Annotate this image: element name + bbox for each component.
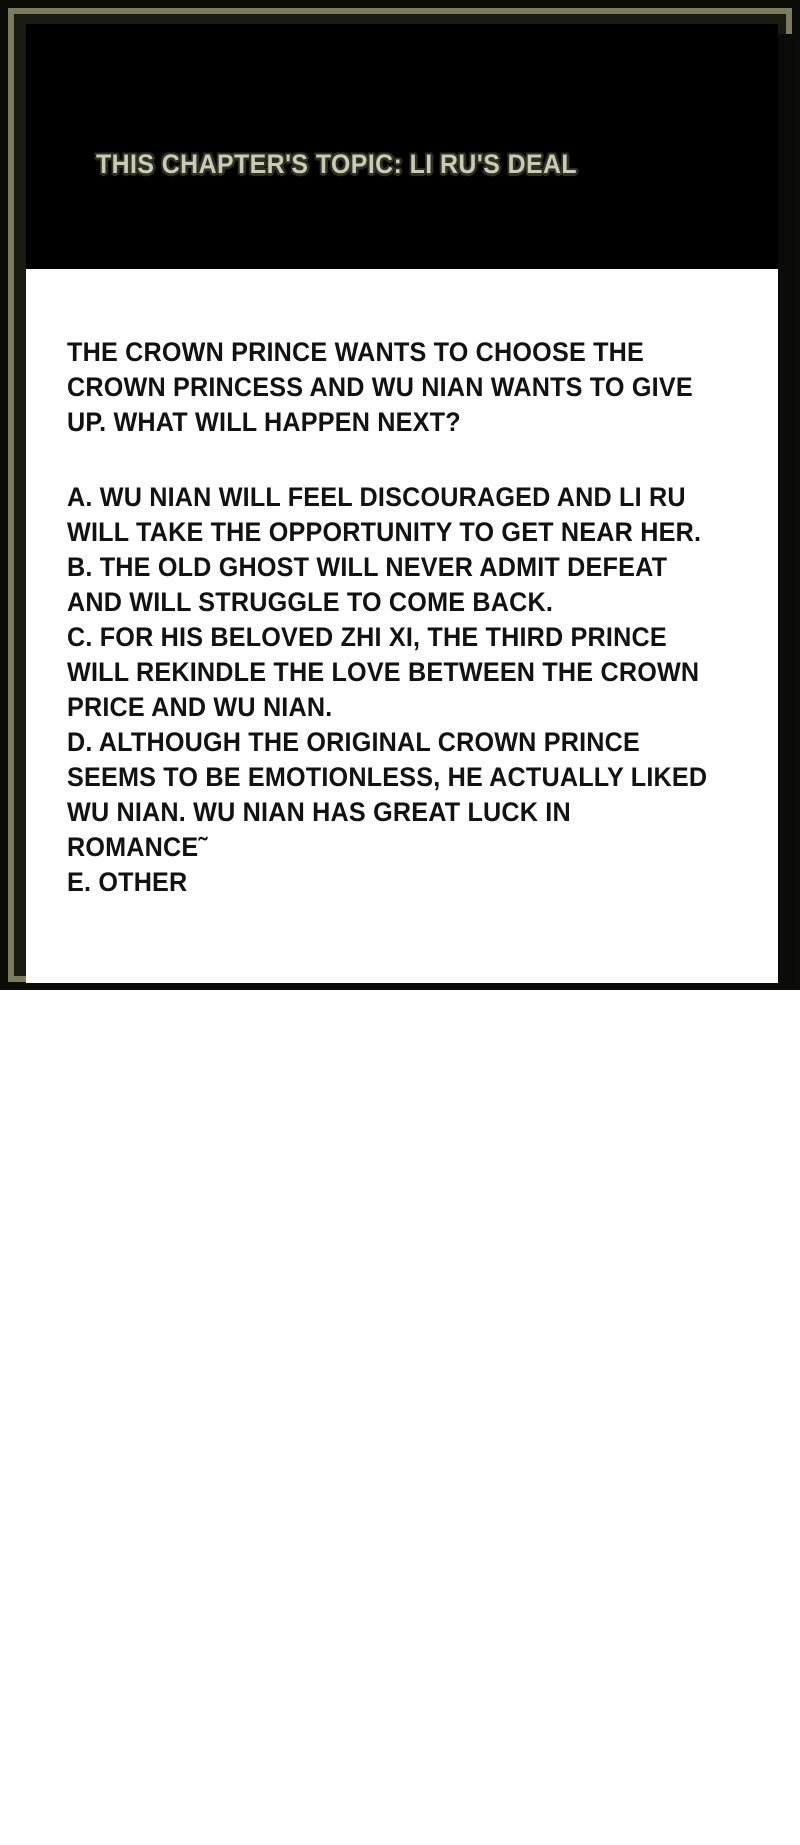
option-a: A. WU NIAN WILL FEEL DISCOURAGED AND LI RU WILL TAKE THE OPPORTUNITY TO GET NEAR HER. xyxy=(67,482,702,547)
question-answer-block xyxy=(67,335,713,900)
question-panel xyxy=(26,269,778,983)
option-c: C. FOR HIS BELOVED ZHI XI, THE THIRD PRINCE WILL REKINDLE THE LOVE BETWEEN THE CROWN PRICE AND WU NIAN. xyxy=(67,622,700,722)
chapter-topic-title: THIS CHAPTER'S TOPIC: LI RU'S DEAL xyxy=(96,149,578,179)
option-e: E. OTHER xyxy=(67,867,188,897)
options-list xyxy=(67,480,713,900)
title-band xyxy=(26,24,778,269)
option-d: D. ALTHOUGH THE ORIGINAL CROWN PRINCE SEEMS TO BE EMOTIONLESS, HE ACTUALLY LIKED WU NIAN. WU NIAN HAS GREAT LUCK IN ROMANCE˜ xyxy=(67,727,708,862)
panel-left-edge xyxy=(0,0,8,990)
page-whitespace xyxy=(0,990,800,1845)
question-text: THE CROWN PRINCE WANTS TO CHOOSE THE CROWN PRINCESS AND WU NIAN WANTS TO GIVE UP. WHAT WILL HAPPEN NEXT? xyxy=(67,337,693,437)
option-b: B. THE OLD GHOST WILL NEVER ADMIT DEFEAT AND WILL STRUGGLE TO COME BACK. xyxy=(67,552,668,617)
